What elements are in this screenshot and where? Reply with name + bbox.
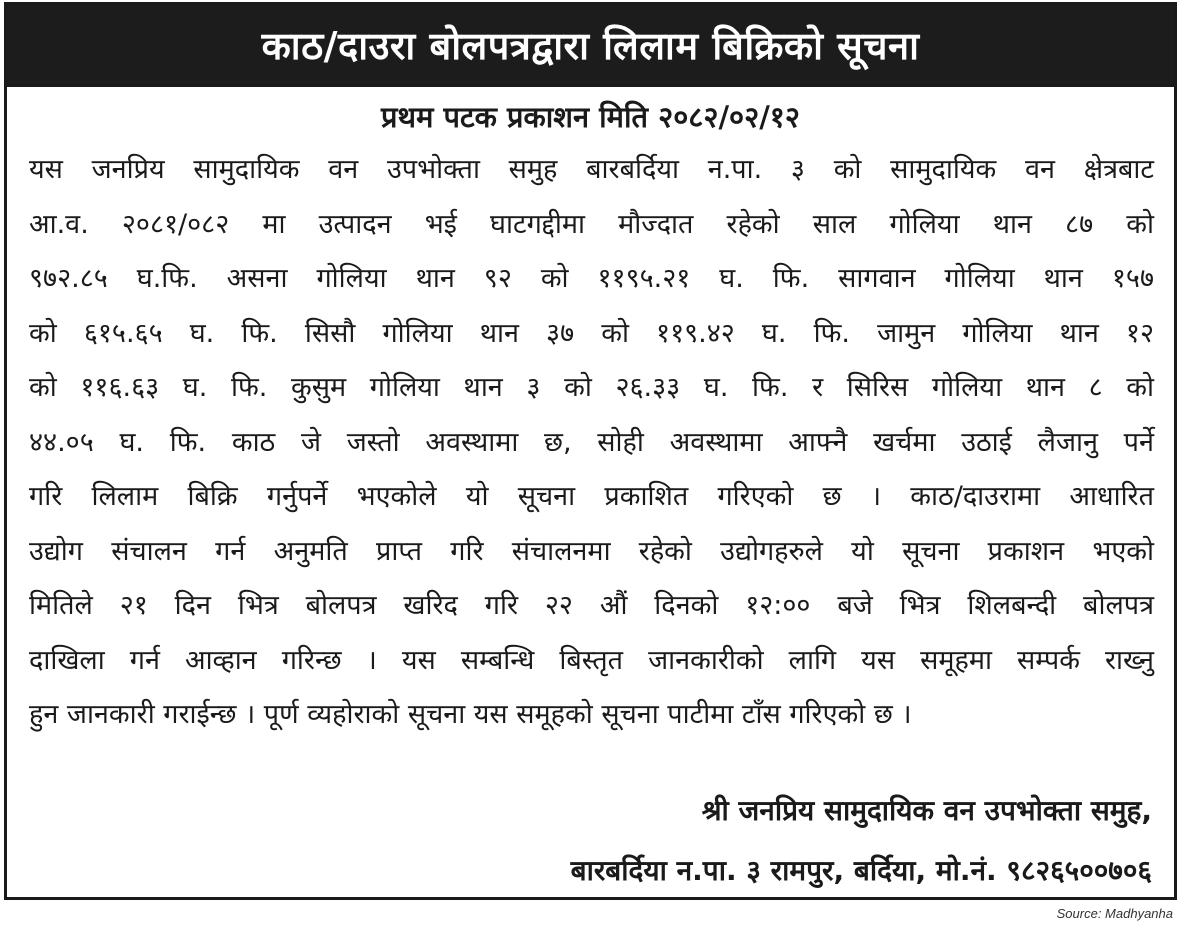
body-line: आ.व. २०८१/०८२ मा उत्पादन भई घाटगद्दीमा मौज्दात रहेको साल गोलिया थान ८७ को	[29, 208, 1154, 240]
body-line: मितिले २१ दिन भित्र बोलपत्र खरिद गरि २२ औं दिनको १२:०० बजे भित्र शिलबन्दी बोलपत्र	[29, 590, 1154, 621]
body-line: उद्योग संचालन गर्न अनुमति प्राप्त गरि संचालनमा रहेको उद्योगहरुले यो सूचना प्रकाशन भएको	[29, 535, 1154, 567]
body-line: गरि लिलाम बिक्रि गर्नुपर्ने भएकोले यो सूचना प्रकाशित गरिएको छ । काठ/दाउरामा आधारित	[29, 481, 1154, 512]
signature-address: बारबर्दिया न.पा. ३ रामपुर, बर्दिया, मो.नं. ९८२६५००७०६	[570, 854, 1152, 887]
notice-title: काठ/दाउरा बोलपत्रद्वारा लिलाम बिक्रिको सूचना	[261, 23, 920, 68]
title-bar	[7, 5, 1174, 84]
signature-organization: श्री जनप्रिय सामुदायिक वन उपभोक्ता समुह,	[701, 794, 1152, 827]
body-line: ९७२.८५ घ.फि. असना गोलिया थान ९२ को ११९५.२१ घ. फि. सागवान गोलिया थान १५७	[29, 263, 1154, 294]
publish-date: प्रथम पटक प्रकाशन मिति २०८२/०२/१२	[381, 100, 800, 134]
body-line: हुन जानकारी गराईन्छ । पूर्ण व्यहोराको सूचना यस समूहको सूचना पाटीमा टाँस गरिएको छ ।	[29, 699, 912, 730]
body-line: यस जनप्रिय सामुदायिक वन उपभोक्ता समुह बारबर्दिया न.पा. ३ को सामुदायिक वन क्षेत्रबाट	[29, 154, 1154, 185]
body-line: ४४.०५ घ. फि. काठ जे जस्तो अवस्थामा छ, सोही अवस्थामा आफ्नै खर्चमा उठाई लैजानु पर्ने	[29, 426, 1154, 458]
notice-box	[4, 2, 1177, 900]
source-credit: Source: Madhyanha	[1056, 906, 1173, 921]
body-line: को ६१५.६५ घ. फि. सिसौ गोलिया थान ३७ को ११९.४२ घ. फि. जामुन गोलिया थान १२	[29, 317, 1154, 349]
body-line: दाखिला गर्न आव्हान गरिन्छ । यस सम्बन्धि बिस्तृत जानकारीको लागि यस समूहमा सम्पर्क राख्नु	[29, 644, 1154, 676]
body-line: को ११६.६३ घ. फि. कुसुम गोलिया थान ३ को २६.३३ घ. फि. र सिरिस गोलिया थान ८ को	[29, 372, 1154, 403]
notice-body	[29, 143, 1154, 743]
notice-content	[7, 84, 1174, 897]
